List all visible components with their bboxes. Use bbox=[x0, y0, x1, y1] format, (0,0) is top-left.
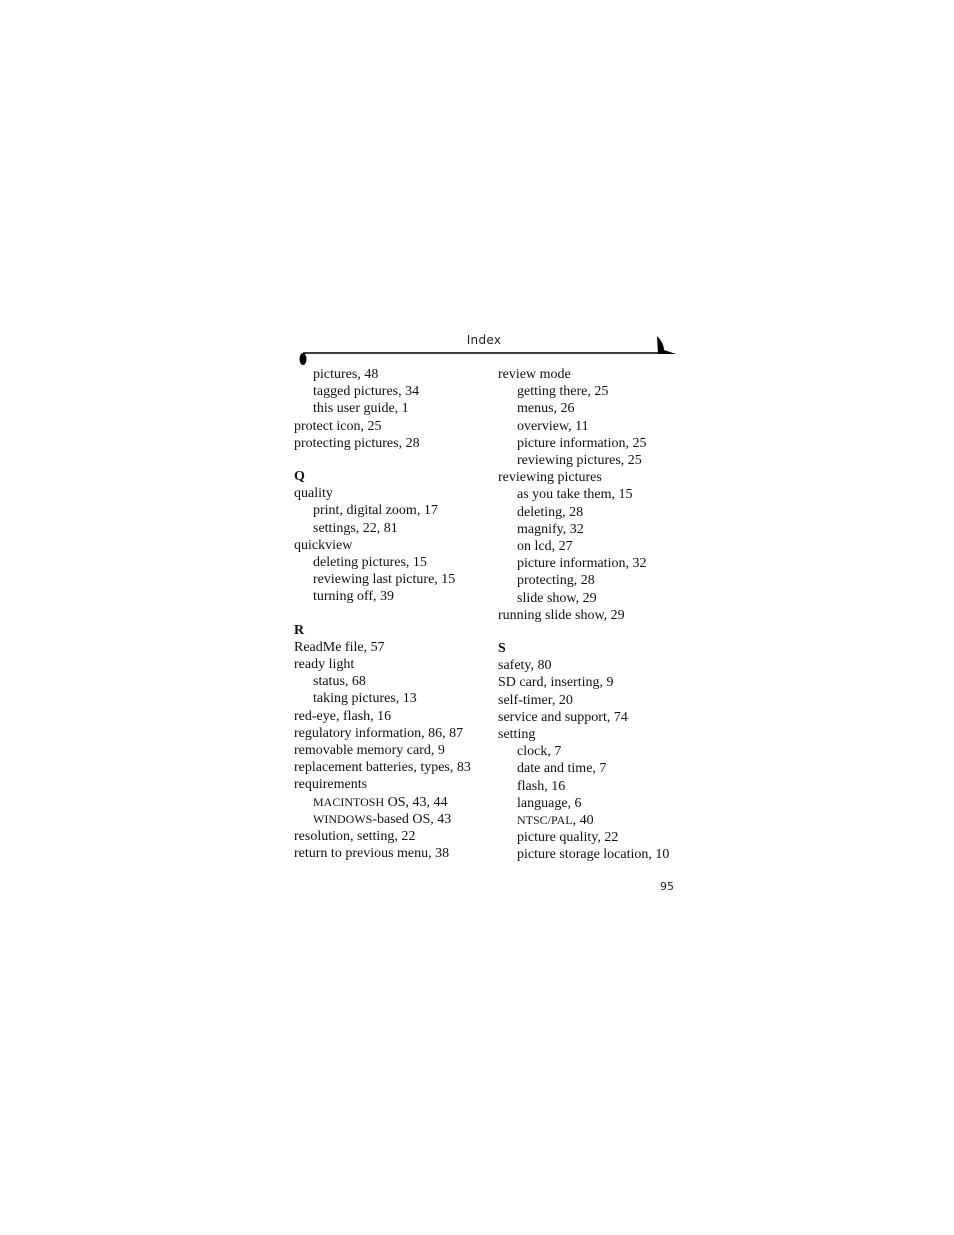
index-letter-heading: S bbox=[498, 641, 506, 657]
index-letter-heading: Q bbox=[294, 469, 305, 485]
index-entry: regulatory information, 86, 87 bbox=[294, 725, 464, 741]
index-subentry: as you take them, 15 bbox=[517, 487, 633, 503]
index-subentry: reviewing last picture, 15 bbox=[313, 572, 456, 588]
index-subentry: status, 68 bbox=[313, 674, 366, 690]
running-header-title: Index bbox=[466, 333, 502, 347]
index-subentry: WINDOWS-based OS, 43 bbox=[313, 811, 452, 827]
index-entry: protect icon, 25 bbox=[294, 418, 382, 434]
index-entry: quickview bbox=[294, 537, 353, 553]
index-subentry: picture information, 32 bbox=[517, 556, 647, 572]
index-subentry: reviewing pictures, 25 bbox=[517, 453, 642, 469]
index-subentry: taking pictures, 13 bbox=[313, 691, 417, 707]
index-entry: ReadMe file, 57 bbox=[294, 639, 385, 655]
index-entry: SD card, inserting, 9 bbox=[498, 675, 614, 691]
index-subentry: picture quality, 22 bbox=[517, 830, 619, 846]
index-subentry: settings, 22, 81 bbox=[313, 520, 398, 536]
index-subentry: this user guide, 1 bbox=[313, 401, 409, 417]
index-entry: running slide show, 29 bbox=[498, 607, 625, 623]
index-entry: return to previous menu, 38 bbox=[294, 846, 450, 862]
index-subentry: picture information, 25 bbox=[517, 435, 647, 451]
index-subentry: clock, 7 bbox=[517, 744, 562, 760]
index-subentry: pictures, 48 bbox=[313, 367, 379, 382]
index-entry: ready light bbox=[294, 657, 355, 673]
small-caps-text: NTSC/PAL bbox=[517, 813, 573, 828]
index-entry: review mode bbox=[498, 367, 571, 382]
index-letter-heading: R bbox=[294, 622, 305, 638]
index-subentry: NTSC/PAL, 40 bbox=[517, 813, 594, 829]
index-subentry: print, digital zoom, 17 bbox=[313, 503, 438, 519]
index-subentry: getting there, 25 bbox=[517, 384, 609, 400]
index-subentry: on lcd, 27 bbox=[517, 539, 573, 555]
index-subentry: overview, 11 bbox=[517, 418, 589, 434]
index-entry: quality bbox=[294, 486, 333, 502]
small-caps-text: WINDOWS bbox=[313, 811, 373, 826]
header-rule-decoration bbox=[298, 334, 680, 368]
index-subentry: menus, 26 bbox=[517, 401, 575, 417]
index-entry: safety, 80 bbox=[498, 658, 552, 674]
small-caps-text: MACINTOSH bbox=[313, 794, 385, 809]
index-subentry: flash, 16 bbox=[517, 778, 566, 794]
index-column-left bbox=[294, 366, 484, 862]
index-entry: red-eye, flash, 16 bbox=[294, 708, 392, 724]
section-gap bbox=[294, 452, 484, 468]
page-number: 95 bbox=[660, 880, 674, 893]
section-gap bbox=[498, 624, 688, 640]
index-entry: requirements bbox=[294, 777, 368, 793]
index-subentry: picture storage location, 10 bbox=[517, 847, 670, 863]
index-entry: removable memory card, 9 bbox=[294, 743, 445, 759]
index-subentry: turning off, 39 bbox=[313, 589, 395, 605]
index-subentry: language, 6 bbox=[517, 795, 582, 811]
index-subentry: deleting, 28 bbox=[517, 504, 584, 520]
index-entry: self-timer, 20 bbox=[498, 692, 573, 708]
index-subentry: tagged pictures, 34 bbox=[313, 384, 420, 400]
index-entry: reviewing pictures bbox=[498, 470, 602, 486]
index-subentry: protecting, 28 bbox=[517, 573, 595, 589]
index-entry: resolution, setting, 22 bbox=[294, 829, 416, 845]
index-subentry: slide show, 29 bbox=[517, 590, 597, 606]
index-entry: setting bbox=[498, 727, 536, 743]
index-entry: service and support, 74 bbox=[498, 709, 628, 725]
index-subentry: MACINTOSH OS, 43, 44 bbox=[313, 794, 448, 810]
index-column-right bbox=[498, 366, 688, 864]
index-entry: replacement batteries, types, 83 bbox=[294, 760, 471, 776]
index-subentry: magnify, 32 bbox=[517, 521, 584, 537]
index-subentry: date and time, 7 bbox=[517, 761, 607, 777]
index-subentry: deleting pictures, 15 bbox=[313, 555, 427, 571]
index-entry: protecting pictures, 28 bbox=[294, 435, 420, 451]
section-gap bbox=[294, 606, 484, 622]
